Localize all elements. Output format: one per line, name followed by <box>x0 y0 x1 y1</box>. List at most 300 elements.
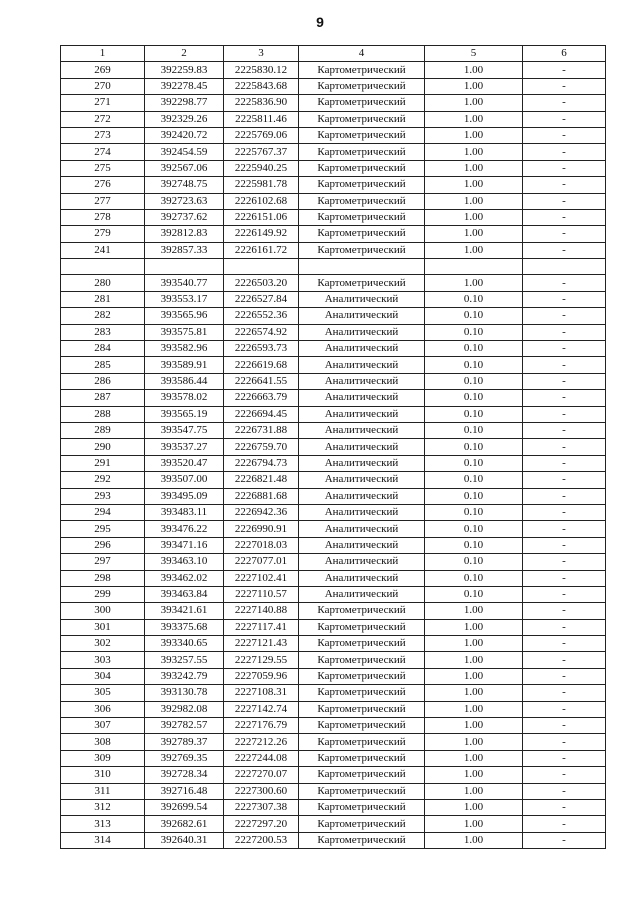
point-number-cell: 291 <box>61 455 145 471</box>
point-number-cell: 313 <box>61 816 145 832</box>
method-cell: Аналитический <box>299 406 425 422</box>
accuracy-cell: 0.10 <box>425 324 523 340</box>
table-row <box>61 816 606 832</box>
table-row <box>61 701 606 717</box>
x-coordinate-cell: 393565.96 <box>145 308 224 324</box>
description-cell: - <box>523 767 606 783</box>
method-cell: Картометрический <box>299 619 425 635</box>
point-number-cell: 241 <box>61 242 145 258</box>
method-cell: Картометрический <box>299 62 425 78</box>
x-coordinate-cell: 392329.26 <box>145 111 224 127</box>
point-number-cell: 281 <box>61 291 145 307</box>
description-cell: - <box>523 324 606 340</box>
description-cell: - <box>523 78 606 94</box>
accuracy-cell: 1.00 <box>425 95 523 111</box>
y-coordinate-cell: 2226161.72 <box>224 242 299 258</box>
x-coordinate-cell: 392420.72 <box>145 127 224 143</box>
description-cell: - <box>523 209 606 225</box>
y-coordinate-cell: 2227200.53 <box>224 832 299 848</box>
description-cell: - <box>523 472 606 488</box>
point-number-cell: 299 <box>61 586 145 602</box>
method-cell: Аналитический <box>299 570 425 586</box>
table-row <box>61 357 606 373</box>
description-cell: - <box>523 734 606 750</box>
table-row <box>61 324 606 340</box>
point-number-cell: 308 <box>61 734 145 750</box>
table-row <box>61 554 606 570</box>
accuracy-cell: 0.10 <box>425 521 523 537</box>
y-coordinate-cell: 2225830.12 <box>224 62 299 78</box>
description-cell <box>523 259 606 275</box>
method-cell: Аналитический <box>299 439 425 455</box>
method-cell: Картометрический <box>299 226 425 242</box>
point-number-cell: 277 <box>61 193 145 209</box>
method-cell: Картометрический <box>299 816 425 832</box>
method-cell: Картометрический <box>299 652 425 668</box>
y-coordinate-cell: 2227102.41 <box>224 570 299 586</box>
point-number-cell <box>61 259 145 275</box>
point-number-cell: 307 <box>61 718 145 734</box>
point-number-cell: 269 <box>61 62 145 78</box>
point-number-cell: 301 <box>61 619 145 635</box>
accuracy-cell: 0.10 <box>425 357 523 373</box>
point-number-cell: 309 <box>61 750 145 766</box>
column-header: 1 <box>61 46 145 62</box>
x-coordinate-cell: 393463.10 <box>145 554 224 570</box>
method-cell: Картометрический <box>299 127 425 143</box>
y-coordinate-cell: 2226759.70 <box>224 439 299 455</box>
description-cell: - <box>523 422 606 438</box>
x-coordinate-cell: 393483.11 <box>145 504 224 520</box>
table-row <box>61 406 606 422</box>
method-cell: Аналитический <box>299 291 425 307</box>
point-number-cell: 296 <box>61 537 145 553</box>
x-coordinate-cell: 393257.55 <box>145 652 224 668</box>
point-number-cell: 305 <box>61 685 145 701</box>
accuracy-cell: 0.10 <box>425 390 523 406</box>
accuracy-cell: 0.10 <box>425 472 523 488</box>
point-number-cell: 314 <box>61 832 145 848</box>
point-number-cell: 295 <box>61 521 145 537</box>
description-cell: - <box>523 685 606 701</box>
accuracy-cell: 0.10 <box>425 406 523 422</box>
description-cell: - <box>523 603 606 619</box>
x-coordinate-cell: 392278.45 <box>145 78 224 94</box>
table-row <box>61 619 606 635</box>
table-row <box>61 373 606 389</box>
table-row <box>61 521 606 537</box>
table-row <box>61 160 606 176</box>
point-number-cell: 272 <box>61 111 145 127</box>
x-coordinate-cell: 392723.63 <box>145 193 224 209</box>
description-cell: - <box>523 586 606 602</box>
x-coordinate-cell: 393421.61 <box>145 603 224 619</box>
description-cell: - <box>523 619 606 635</box>
method-cell: Картометрический <box>299 783 425 799</box>
x-coordinate-cell: 392737.62 <box>145 209 224 225</box>
accuracy-cell: 1.00 <box>425 767 523 783</box>
x-coordinate-cell: 393463.84 <box>145 586 224 602</box>
table-row <box>61 390 606 406</box>
description-cell: - <box>523 554 606 570</box>
accuracy-cell: 1.00 <box>425 636 523 652</box>
y-coordinate-cell: 2226942.36 <box>224 504 299 520</box>
table-row <box>61 78 606 94</box>
description-cell: - <box>523 537 606 553</box>
y-coordinate-cell: 2225811.46 <box>224 111 299 127</box>
y-coordinate-cell: 2227270.07 <box>224 767 299 783</box>
method-cell: Картометрический <box>299 668 425 684</box>
accuracy-cell: 0.10 <box>425 488 523 504</box>
x-coordinate-cell: 392769.35 <box>145 750 224 766</box>
accuracy-cell: 1.00 <box>425 275 523 291</box>
description-cell: - <box>523 439 606 455</box>
method-cell: Картометрический <box>299 701 425 717</box>
description-cell: - <box>523 226 606 242</box>
method-cell: Картометрический <box>299 734 425 750</box>
table-row <box>61 537 606 553</box>
accuracy-cell: 1.00 <box>425 816 523 832</box>
table-row <box>61 259 606 275</box>
y-coordinate-cell: 2226527.84 <box>224 291 299 307</box>
accuracy-cell: 1.00 <box>425 62 523 78</box>
x-coordinate-cell: 393495.09 <box>145 488 224 504</box>
accuracy-cell: 1.00 <box>425 668 523 684</box>
table-row <box>61 308 606 324</box>
y-coordinate-cell: 2225769.06 <box>224 127 299 143</box>
accuracy-cell: 0.10 <box>425 537 523 553</box>
point-number-cell: 282 <box>61 308 145 324</box>
accuracy-cell: 1.00 <box>425 209 523 225</box>
method-cell: Картометрический <box>299 636 425 652</box>
table-row <box>61 488 606 504</box>
column-header: 4 <box>299 46 425 62</box>
table-row <box>61 570 606 586</box>
y-coordinate-cell: 2227121.43 <box>224 636 299 652</box>
method-cell: Аналитический <box>299 455 425 471</box>
y-coordinate-cell: 2226990.91 <box>224 521 299 537</box>
table-row <box>61 767 606 783</box>
point-number-cell: 310 <box>61 767 145 783</box>
x-coordinate-cell: 392728.34 <box>145 767 224 783</box>
column-header: 3 <box>224 46 299 62</box>
accuracy-cell: 1.00 <box>425 701 523 717</box>
y-coordinate-cell: 2227059.96 <box>224 668 299 684</box>
method-cell: Картометрический <box>299 767 425 783</box>
table-header <box>61 46 606 62</box>
accuracy-cell: 0.10 <box>425 439 523 455</box>
x-coordinate-cell: 393242.79 <box>145 668 224 684</box>
method-cell: Аналитический <box>299 422 425 438</box>
accuracy-cell: 1.00 <box>425 734 523 750</box>
x-coordinate-cell: 392748.75 <box>145 177 224 193</box>
y-coordinate-cell: 2227129.55 <box>224 652 299 668</box>
table-row <box>61 799 606 815</box>
accuracy-cell: 1.00 <box>425 111 523 127</box>
description-cell: - <box>523 341 606 357</box>
point-number-cell: 278 <box>61 209 145 225</box>
y-coordinate-cell: 2227140.88 <box>224 603 299 619</box>
y-coordinate-cell: 2227108.31 <box>224 685 299 701</box>
x-coordinate-cell: 392699.54 <box>145 799 224 815</box>
table-row <box>61 291 606 307</box>
point-number-cell: 275 <box>61 160 145 176</box>
x-coordinate-cell: 392454.59 <box>145 144 224 160</box>
accuracy-cell: 0.10 <box>425 341 523 357</box>
point-number-cell: 297 <box>61 554 145 570</box>
method-cell: Аналитический <box>299 308 425 324</box>
point-number-cell: 274 <box>61 144 145 160</box>
y-coordinate-cell: 2227212.26 <box>224 734 299 750</box>
description-cell: - <box>523 144 606 160</box>
method-cell: Аналитический <box>299 521 425 537</box>
description-cell: - <box>523 816 606 832</box>
table-row <box>61 603 606 619</box>
x-coordinate-cell: 393340.65 <box>145 636 224 652</box>
y-coordinate-cell: 2226641.55 <box>224 373 299 389</box>
point-number-cell: 303 <box>61 652 145 668</box>
method-cell: Аналитический <box>299 537 425 553</box>
point-number-cell: 306 <box>61 701 145 717</box>
column-header: 6 <box>523 46 606 62</box>
description-cell: - <box>523 390 606 406</box>
accuracy-cell: 1.00 <box>425 78 523 94</box>
x-coordinate-cell: 393582.96 <box>145 341 224 357</box>
y-coordinate-cell: 2226102.68 <box>224 193 299 209</box>
x-coordinate-cell: 393575.81 <box>145 324 224 340</box>
method-cell: Картометрический <box>299 718 425 734</box>
table-row <box>61 455 606 471</box>
method-cell: Аналитический <box>299 373 425 389</box>
accuracy-cell: 1.00 <box>425 832 523 848</box>
y-coordinate-cell: 2227077.01 <box>224 554 299 570</box>
x-coordinate-cell: 393586.44 <box>145 373 224 389</box>
y-coordinate-cell: 2226881.68 <box>224 488 299 504</box>
method-cell: Картометрический <box>299 78 425 94</box>
method-cell: Картометрический <box>299 209 425 225</box>
table-row <box>61 734 606 750</box>
y-coordinate-cell: 2226619.68 <box>224 357 299 373</box>
x-coordinate-cell: 392298.77 <box>145 95 224 111</box>
y-coordinate-cell: 2227297.20 <box>224 816 299 832</box>
method-cell: Аналитический <box>299 488 425 504</box>
point-number-cell: 288 <box>61 406 145 422</box>
table-row <box>61 504 606 520</box>
description-cell: - <box>523 718 606 734</box>
method-cell: Аналитический <box>299 341 425 357</box>
description-cell: - <box>523 62 606 78</box>
table-body <box>61 62 606 849</box>
method-cell: Аналитический <box>299 554 425 570</box>
accuracy-cell: 0.10 <box>425 570 523 586</box>
description-cell: - <box>523 832 606 848</box>
x-coordinate-cell: 393540.77 <box>145 275 224 291</box>
method-cell: Картометрический <box>299 685 425 701</box>
description-cell: - <box>523 504 606 520</box>
description-cell: - <box>523 127 606 143</box>
x-coordinate-cell: 392857.33 <box>145 242 224 258</box>
method-cell: Картометрический <box>299 750 425 766</box>
y-coordinate-cell: 2227117.41 <box>224 619 299 635</box>
y-coordinate-cell: 2225843.68 <box>224 78 299 94</box>
accuracy-cell: 1.00 <box>425 685 523 701</box>
y-coordinate-cell: 2226694.45 <box>224 406 299 422</box>
description-cell: - <box>523 455 606 471</box>
y-coordinate-cell: 2225836.90 <box>224 95 299 111</box>
coordinates-table <box>60 45 606 849</box>
method-cell: Картометрический <box>299 111 425 127</box>
x-coordinate-cell: 393476.22 <box>145 521 224 537</box>
point-number-cell: 311 <box>61 783 145 799</box>
x-coordinate-cell: 393507.00 <box>145 472 224 488</box>
x-coordinate-cell: 393130.78 <box>145 685 224 701</box>
point-number-cell: 283 <box>61 324 145 340</box>
point-number-cell: 271 <box>61 95 145 111</box>
table-row <box>61 341 606 357</box>
description-cell: - <box>523 488 606 504</box>
description-cell: - <box>523 521 606 537</box>
accuracy-cell: 0.10 <box>425 291 523 307</box>
description-cell: - <box>523 308 606 324</box>
y-coordinate-cell: 2226503.20 <box>224 275 299 291</box>
page-number: 9 <box>316 14 324 30</box>
table-row <box>61 127 606 143</box>
table-row <box>61 95 606 111</box>
y-coordinate-cell: 2226663.79 <box>224 390 299 406</box>
point-number-cell: 270 <box>61 78 145 94</box>
y-coordinate-cell: 2227307.38 <box>224 799 299 815</box>
method-cell: Картометрический <box>299 193 425 209</box>
accuracy-cell: 1.00 <box>425 799 523 815</box>
method-cell: Аналитический <box>299 324 425 340</box>
description-cell: - <box>523 177 606 193</box>
header-row <box>61 46 606 62</box>
x-coordinate-cell: 393375.68 <box>145 619 224 635</box>
x-coordinate-cell: 393547.75 <box>145 422 224 438</box>
method-cell: Картометрический <box>299 160 425 176</box>
table-row <box>61 242 606 258</box>
accuracy-cell: 1.00 <box>425 750 523 766</box>
column-header: 5 <box>425 46 523 62</box>
y-coordinate-cell: 2226731.88 <box>224 422 299 438</box>
y-coordinate-cell: 2227244.08 <box>224 750 299 766</box>
y-coordinate-cell: 2227176.79 <box>224 718 299 734</box>
method-cell: Картометрический <box>299 832 425 848</box>
table-row <box>61 652 606 668</box>
method-cell: Аналитический <box>299 357 425 373</box>
point-number-cell: 312 <box>61 799 145 815</box>
description-cell: - <box>523 406 606 422</box>
y-coordinate-cell: 2226593.73 <box>224 341 299 357</box>
point-number-cell: 290 <box>61 439 145 455</box>
description-cell: - <box>523 668 606 684</box>
y-coordinate-cell: 2227018.03 <box>224 537 299 553</box>
table-row <box>61 439 606 455</box>
accuracy-cell: 0.10 <box>425 504 523 520</box>
method-cell <box>299 259 425 275</box>
accuracy-cell: 1.00 <box>425 127 523 143</box>
x-coordinate-cell: 392812.83 <box>145 226 224 242</box>
point-number-cell: 287 <box>61 390 145 406</box>
table-row <box>61 209 606 225</box>
x-coordinate-cell: 392716.48 <box>145 783 224 799</box>
y-coordinate-cell: 2225767.37 <box>224 144 299 160</box>
point-number-cell: 279 <box>61 226 145 242</box>
y-coordinate-cell: 2226821.48 <box>224 472 299 488</box>
method-cell: Аналитический <box>299 504 425 520</box>
description-cell: - <box>523 636 606 652</box>
accuracy-cell: 1.00 <box>425 242 523 258</box>
accuracy-cell: 1.00 <box>425 160 523 176</box>
method-cell: Картометрический <box>299 603 425 619</box>
accuracy-cell <box>425 259 523 275</box>
x-coordinate-cell: 393589.91 <box>145 357 224 373</box>
accuracy-cell: 1.00 <box>425 718 523 734</box>
x-coordinate-cell: 393553.17 <box>145 291 224 307</box>
description-cell: - <box>523 291 606 307</box>
x-coordinate-cell: 392682.61 <box>145 816 224 832</box>
x-coordinate-cell: 392789.37 <box>145 734 224 750</box>
point-number-cell: 293 <box>61 488 145 504</box>
accuracy-cell: 1.00 <box>425 193 523 209</box>
x-coordinate-cell: 393462.02 <box>145 570 224 586</box>
y-coordinate-cell: 2226552.36 <box>224 308 299 324</box>
method-cell: Картометрический <box>299 275 425 291</box>
point-number-cell: 292 <box>61 472 145 488</box>
method-cell: Картометрический <box>299 95 425 111</box>
description-cell: - <box>523 570 606 586</box>
table-row <box>61 275 606 291</box>
table-row <box>61 783 606 799</box>
description-cell: - <box>523 701 606 717</box>
x-coordinate-cell: 393578.02 <box>145 390 224 406</box>
y-coordinate-cell: 2227300.60 <box>224 783 299 799</box>
table-row <box>61 472 606 488</box>
description-cell: - <box>523 160 606 176</box>
method-cell: Картометрический <box>299 144 425 160</box>
y-coordinate-cell: 2227110.57 <box>224 586 299 602</box>
x-coordinate-cell: 393565.19 <box>145 406 224 422</box>
description-cell: - <box>523 111 606 127</box>
table-row <box>61 636 606 652</box>
point-number-cell: 304 <box>61 668 145 684</box>
x-coordinate-cell: 392782.57 <box>145 718 224 734</box>
point-number-cell: 289 <box>61 422 145 438</box>
table-row <box>61 750 606 766</box>
table-row <box>61 718 606 734</box>
accuracy-cell: 0.10 <box>425 308 523 324</box>
method-cell: Аналитический <box>299 586 425 602</box>
y-coordinate-cell: 2226794.73 <box>224 455 299 471</box>
accuracy-cell: 1.00 <box>425 144 523 160</box>
description-cell: - <box>523 193 606 209</box>
accuracy-cell: 0.10 <box>425 373 523 389</box>
description-cell: - <box>523 242 606 258</box>
table-row <box>61 668 606 684</box>
point-number-cell: 285 <box>61 357 145 373</box>
description-cell: - <box>523 799 606 815</box>
accuracy-cell: 1.00 <box>425 652 523 668</box>
y-coordinate-cell: 2226151.06 <box>224 209 299 225</box>
point-number-cell: 294 <box>61 504 145 520</box>
description-cell: - <box>523 95 606 111</box>
x-coordinate-cell <box>145 259 224 275</box>
y-coordinate-cell: 2227142.74 <box>224 701 299 717</box>
y-coordinate-cell: 2226574.92 <box>224 324 299 340</box>
description-cell: - <box>523 652 606 668</box>
accuracy-cell: 0.10 <box>425 554 523 570</box>
method-cell: Картометрический <box>299 177 425 193</box>
